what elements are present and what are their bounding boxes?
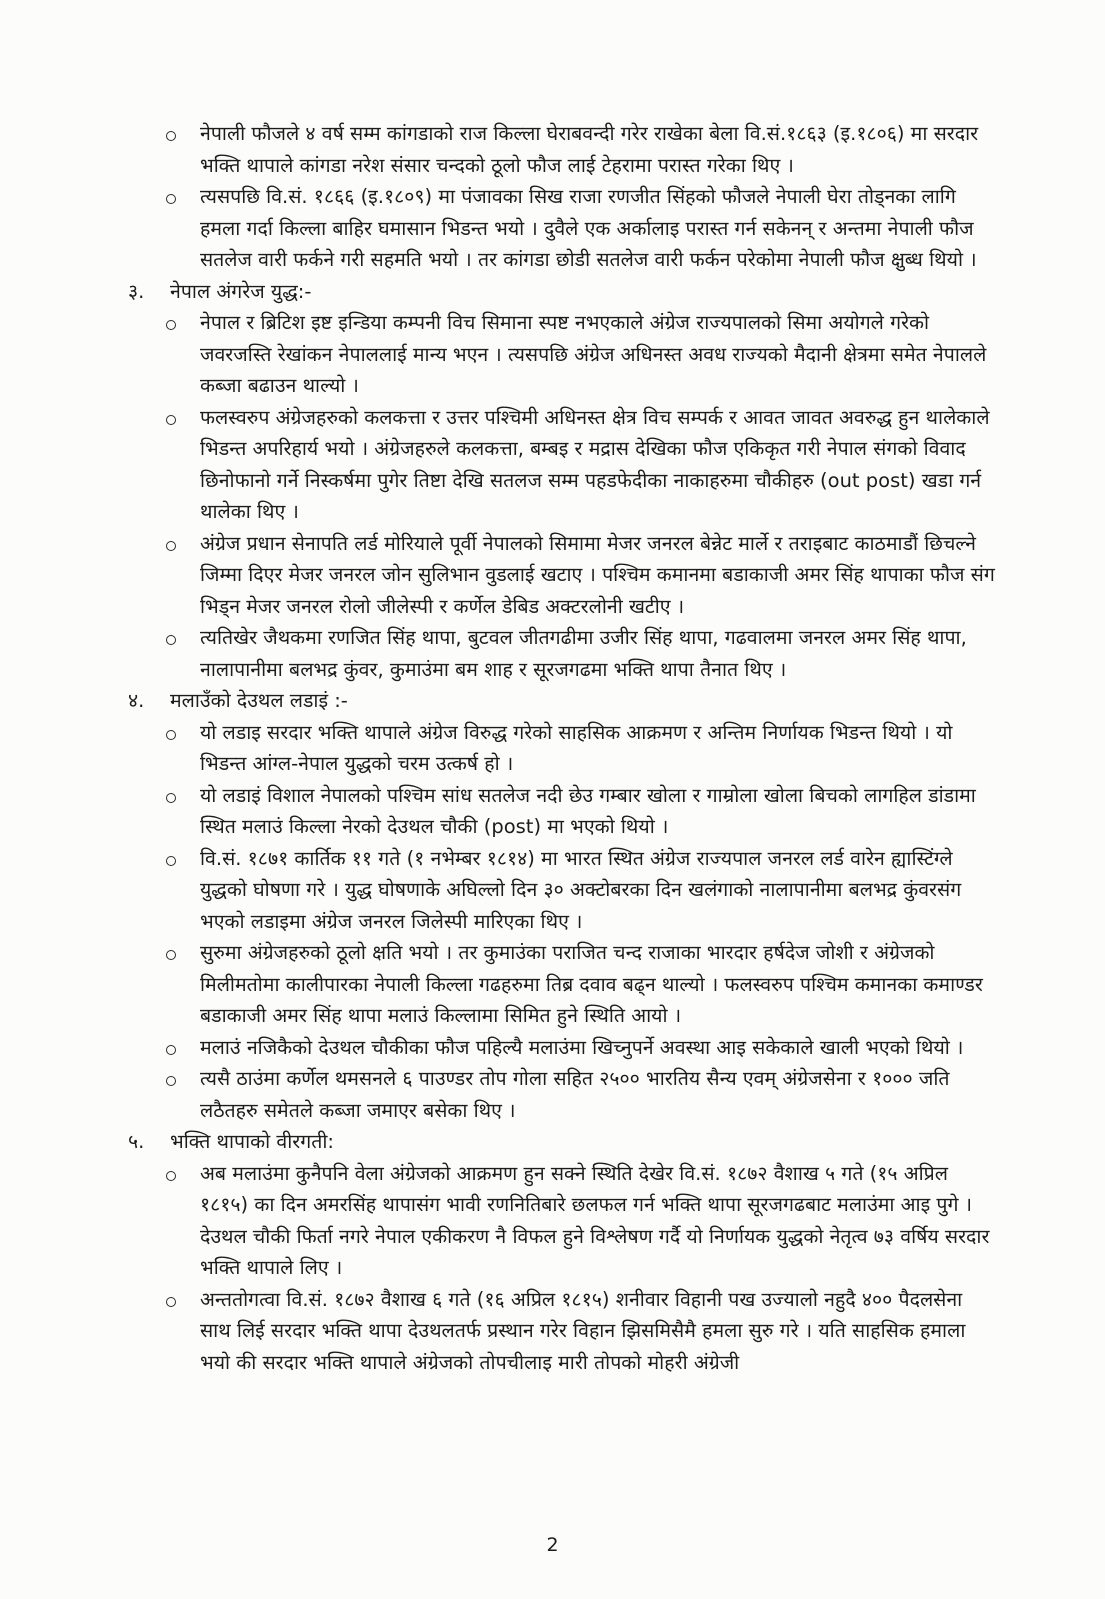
bullet-item: मलाउं नजिकैको देउथल चौकीका फौज पहिल्यै मलाउंमा खिच्नुपर्ने अवस्था आइ सकेकाले खाली भएको थियो । [200, 1032, 995, 1064]
bullet-item: फलस्वरुप अंग्रेजहरुको कलकत्ता र उत्तर पश्चिमी अधिनस्त क्षेत्र विच सम्पर्क र आवत जावत अवरुद्ध हुन थालेकाले भिडन्त अपरिहार्य भयो । अंग्रेजहरुले कलकत्ता, बम्बइ र मद्रास देखिका फौज एकिकृत गरी नेपाल संगको विवाद छिनोफानो गर्ने निस्कर्षमा पुगेर तिष्टा देखि सतलज सम्म पहडफेदीका नाकाहरुमा चौकीहरु (out post) खडा गर्न थालेका थिए । [200, 402, 995, 528]
section-title: नेपाल अंगरेज युद्ध:- [170, 279, 312, 303]
section-heading [128, 1126, 995, 1158]
bullet-item: त्यसै ठाउंमा कर्णेल थमसनले ६ पाउण्डर तोप गोला सहित २५०० भारतिय सैन्य एवम् अंग्रेजसेना र १००० जति लठैतहरु समेतले कब्जा जमाएर बसेका थिए । [200, 1063, 995, 1126]
bullet-item: त्यतिखेर जैथकमा रणजित सिंह थापा, बुटवल जीतगढीमा उजीर सिंह थापा, गढवालमा जनरल अमर सिंह थापा, नालापानीमा बलभद्र कुंवर, कुमाउंमा बम शाह र सूरजगढमा भक्ति थापा तैनात थिए । [200, 622, 995, 685]
section-3 [128, 276, 995, 686]
intro-bullet-list [128, 118, 995, 276]
page-number: 2 [546, 1534, 559, 1556]
section-number: ३. [128, 279, 145, 303]
bullet-item: अब मलाउंमा कुनैपनि वेला अंग्रेजको आक्रमण हुन सक्ने स्थिति देखेर वि.सं. १८७२ वैशाख ५ गते (१५ अप्रिल १८१५) का दिन अमरसिंह थापासंग भावी रणनितिबारे छलफल गर्न भक्ति थापा सूरजगढबाट मलाउंमा आइ पुगे । देउथल चौकी फिर्ता नगरे नेपाल एकीकरण नै विफल हुने विश्लेषण गर्दै यो निर्णायक युद्धको नेतृत्व ७३ वर्षिय सरदार भक्ति थापाले लिए । [200, 1158, 995, 1284]
section-number: ५. [128, 1130, 145, 1153]
bullet-item: यो लडाइं विशाल नेपालको पश्चिम सांध सतलेज नदी छेउ गम्बार खोला र गाम्रोला खोला बिचको लागहिल डांडामा स्थित मलाउं किल्ला नेरको देउथल चौकी (post) मा भएको थियो । [200, 780, 995, 843]
section-heading [128, 276, 995, 308]
section-5 [128, 1126, 995, 1378]
bullet-item: त्यसपछि वि.सं. १८६६ (इ.१८०९) मा पंजावका सिख राजा रणजीत सिंहको फौजले नेपाली घेरा तोड्नका लागि हमला गर्दा किल्ला बाहिर घमासान भिडन्त भयो । दुवैले एक अर्कालाइ परास्त गर्न सकेनन् र अन्तमा नेपाली फौज सतलेज वारी फर्कने गरी सहमति भयो । तर कांगडा छोडी सतलेज वारी फर्कन परेकोमा नेपाली फौज क्षुब्ध थियो । [200, 181, 995, 276]
section-4 [128, 685, 995, 1126]
section-heading [128, 685, 995, 717]
section-bullet-list [128, 717, 995, 1127]
bullet-item: नेपाल र ब्रिटिश इष्ट इन्डिया कम्पनी विच सिमाना स्पष्ट नभएकाले अंग्रेज राज्यपालको सिमा अयोगले गरेको जवरजस्ति रेखांकन नेपाललाई मान्य भएन । त्यसपछि अंग्रेज अधिनस्त अवध राज्यको मैदानी क्षेत्रमा समेत नेपालले कब्जा बढाउन थाल्यो । [200, 307, 995, 402]
bullet-item: नेपाली फौजले ४ वर्ष सम्म कांगडाको राज किल्ला घेराबवन्दी गरेर राखेका बेला वि.सं.१८६३ (इ.१८०६) मा सरदार भक्ति थापाले कांगडा नरेश संसार चन्दको ठूलो फौज लाई टेहरामा परास्त गरेका थिए । [200, 118, 995, 181]
section-bullet-list [128, 1158, 995, 1379]
section-bullet-list [128, 307, 995, 685]
bullet-item: अन्ततोगत्वा वि.सं. १८७२ वैशाख ६ गते (१६ अप्रिल १८१५) शनीवार विहानी पख उज्यालो नहुदै ४०० पैदलसेना साथ लिई सरदार भक्ति थापा देउथलतर्फ प्रस्थान गरेर विहान झिसमिसैमै हमला सुरु गरे । यति साहसिक हमाला भयो की सरदार भक्ति थापाले अंग्रेजको तोपचीलाइ मारी तोपको मोहरी अंग्रेजी [200, 1284, 995, 1379]
section-number: ४. [128, 689, 145, 712]
bullet-item: सुरुमा अंग्रेजहरुको ठूलो क्षति भयो । तर कुमाउंका पराजित चन्द राजाका भारदार हर्षदेज जोशी र अंग्रेजको मिलीमतोमा कालीपारका नेपाली किल्ला गढहरुमा तिब्र दवाव बढ्न थाल्यो । फलस्वरुप पश्चिम कमानका कमाण्डर बडाकाजी अमर सिंह थापा मलाउं किल्लामा सिमित हुने स्थिति आयो । [200, 937, 995, 1032]
bullet-item: यो लडाइ सरदार भक्ति थापाले अंग्रेज विरुद्ध गरेको साहसिक आक्रमण र अन्तिम निर्णायक भिडन्त थियो । यो भिडन्त आंग्ल-नेपाल युद्धको चरम उत्कर्ष हो । [200, 717, 995, 780]
bullet-item: अंग्रेज प्रधान सेनापति लर्ड मोरियाले पूर्वी नेपालको सिमामा मेजर जनरल बेन्नेट मार्ले र तराइबाट काठमाडौं छिचल्ने जिम्मा दिएर मेजर जनरल जोन सुलिभान वुडलाई खटाए । पश्चिम कमानमा बडाकाजी अमर सिंह थापाका फौज संग भिड्न मेजर जनरल रोलो जीलेस्पी र कर्णेल डेबिड अक्टरलोनी खटीए । [200, 528, 995, 623]
sections-container [128, 276, 995, 1379]
bullet-item: वि.सं. १८७१ कार्तिक ११ गते (१ नभेम्बर १८१४) मा भारत स्थित अंग्रेज राज्यपाल जनरल लर्ड वारेन ह्यास्टिंग्ले युद्धको घोषणा गरे । युद्ध घोषणाके अघिल्लो दिन ३० अक्टोबरका दिन खलंगाको नालापानीमा बलभद्र कुंवरसंग भएको लडाइमा अंग्रेज जनरल जिलेस्पी मारिएका थिए । [200, 843, 995, 938]
section-title: भक्ति थापाको वीरगती: [170, 1130, 334, 1153]
section-title: मलाउँको देउथल लडाइं :- [170, 689, 348, 712]
